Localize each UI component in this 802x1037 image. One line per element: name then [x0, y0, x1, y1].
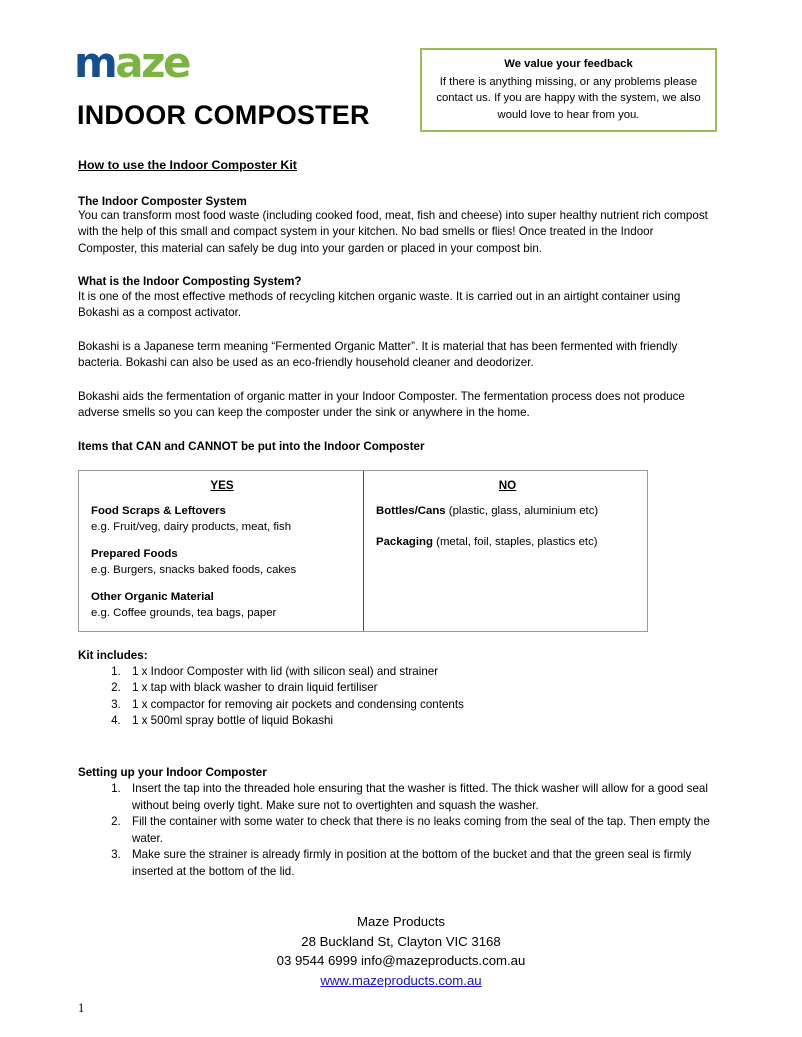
no-item-detail: (plastic, glass, aluminium etc)	[445, 505, 599, 517]
list-item: 3. Make sure the strainer is already firmly in position at the bottom of the bucket and that the green seal is firmly inserted at the bottom of the lid.	[124, 847, 714, 880]
how-to-use-heading: How to use the Indoor Composter Kit	[78, 158, 297, 172]
no-column-header: NO	[498, 479, 517, 492]
kit-includes-list	[78, 664, 714, 730]
composting-system-paragraph: It is one of the most effective methods of recycling kitchen organic waste. It is carried out in an airtight container using Bokashi as a compost activator.	[78, 290, 681, 320]
list-item: 2. Fill the container with some water to check that there is no leaks coming from the seal of the tap. Then empty the water.	[124, 814, 714, 847]
yes-no-table	[78, 470, 648, 632]
no-item-title: Packaging	[376, 536, 433, 548]
page-title: INDOOR COMPOSTER	[77, 100, 370, 130]
yes-item-title: Prepared Foods	[91, 548, 178, 560]
footer	[0, 912, 802, 990]
footer-company: Maze Products	[357, 914, 445, 929]
list-item: 2. 1 x tap with black washer to drain liquid fertiliser	[124, 680, 714, 696]
footer-address: 28 Buckland St, Clayton VIC 3168	[301, 933, 501, 949]
no-item	[376, 534, 639, 550]
indoor-composter-system-heading: The Indoor Composter System	[78, 195, 247, 208]
setting-up-list	[78, 781, 714, 881]
yes-column-header: YES	[210, 479, 234, 492]
logo-letter-m: m	[74, 38, 116, 87]
yes-item-example: e.g. Coffee grounds, tea bags, paper	[91, 607, 277, 619]
bokashi-definition-paragraph: Bokashi is a Japanese term meaning “Fermented Organic Matter”. It is material that has been fermented with friendly bacteria. Bokashi can also be used as an eco-friendly household cleaner and deodorizer.	[78, 340, 678, 370]
no-item	[376, 503, 639, 519]
yes-column	[79, 471, 364, 631]
setting-up-heading: Setting up your Indoor Composter	[78, 766, 267, 779]
page-number: 1	[78, 1001, 85, 1015]
items-can-cannot-heading: Items that CAN and CANNOT be put into the Indoor Composter	[78, 440, 425, 453]
logo-letters-aze: aze	[115, 38, 190, 87]
list-item: 1. 1 x Indoor Composter with lid (with silicon seal) and strainer	[124, 664, 714, 680]
footer-phone-email: 03 9544 6999 info@mazeproducts.com.au	[276, 953, 526, 968]
yes-item-title: Other Organic Material	[91, 591, 214, 603]
list-item: 4. 1 x 500ml spray bottle of liquid Bokashi	[124, 713, 714, 729]
no-item-detail: (metal, foil, staples, plastics etc)	[432, 536, 598, 548]
feedback-box	[420, 48, 717, 132]
no-item-title: Bottles/Cans	[376, 505, 446, 517]
yes-item-group	[91, 589, 353, 621]
yes-item-group	[91, 503, 353, 535]
no-column	[364, 471, 649, 631]
maze-logo	[74, 40, 189, 86]
yes-item-example: e.g. Burgers, snacks baked foods, cakes	[91, 564, 297, 576]
yes-item-group	[91, 546, 353, 578]
feedback-title: We value your feedback	[504, 58, 633, 70]
composting-system-heading: What is the Indoor Composting System?	[78, 275, 302, 288]
indoor-composter-system-paragraph: You can transform most food waste (including cooked food, meat, fish and cheese) into super healthy nutrient rich compost with the help of this small and compact system in your kitchen. No bad smells or flies! Once treated in the Indoor Composter, this material can safely be dug into your garden or placed in your compost bin.	[78, 209, 708, 255]
yes-item-title: Food Scraps & Leftovers	[91, 505, 226, 517]
list-item: 3. 1 x compactor for removing air pockets and condensing contents	[124, 697, 714, 713]
feedback-body: If there is anything missing, or any problems please contact us. If you are happy with the system, we also would love to hear from you.	[436, 75, 701, 121]
footer-website-link[interactable]: www.mazeproducts.com.au	[320, 972, 482, 988]
yes-item-example: e.g. Fruit/veg, dairy products, meat, fish	[91, 521, 292, 533]
bokashi-aids-paragraph: Bokashi aids the fermentation of organic matter in your Indoor Composter. The fermentation process does not produce adverse smells so you can keep the composter under the sink or anywhere in the home.	[78, 390, 685, 420]
kit-includes-heading: Kit includes:	[78, 649, 148, 662]
list-item: 1. Insert the tap into the threaded hole ensuring that the washer is fitted. The thick washer will allow for a good seal without being overly tight. Make sure not to overtighten and squash the washer.	[124, 781, 714, 814]
